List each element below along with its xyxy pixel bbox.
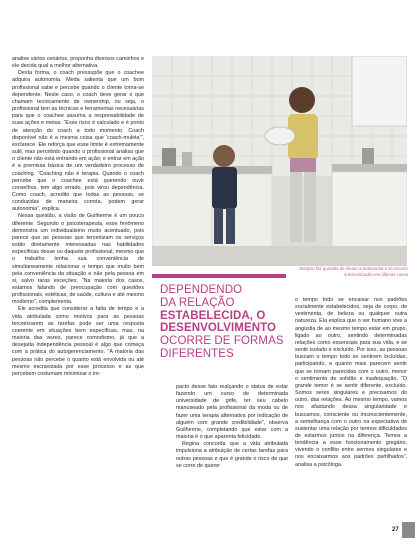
- photo-caption: Sempre faz questão de mexer a autonomia e só recorre à terceirização em últimos casos: [299, 266, 408, 277]
- pull-quote-bar: [152, 274, 286, 278]
- article-column-left: [12, 56, 144, 378]
- article-column-right: [295, 297, 407, 469]
- article-photo: [152, 56, 407, 266]
- article-column-middle: [176, 384, 288, 470]
- pull-quote-line: DIFERENTES: [160, 347, 234, 360]
- paragraph: analise vários cenários, proponha diversos caminhos e ele decida qual a melhor alternativa.: [12, 56, 144, 70]
- paragraph: Nessa questão, a visão de Guilherme é um pouco diferente. Segundo o psicoterapeuta, esse fenômeno demonstra um individualismo muito acentuado, pois parece que as pessoas que terceirizam os serviços estão diretamente interessadas nas habilidades específicas desse ou daquele profissional, mesmo que o trabalho tenha sua conveniência de simultaneamente relacionar o tempo que muito bem pela conveniência da situação e não pela pessoa em si, salvo raras exceções. “Na maioria dos casos, estamos falando de preocupação com questões profissionais, estéticas, de saúde, cultura e até mesmo modismo”, complementa.: [12, 213, 144, 306]
- paragraph: Regina concorda que a vida atribulada impulsiona a atribuição de certas tarefas para outras pessoas e que é grande o risco de que se corre de querer: [176, 441, 288, 469]
- pull-quote: [150, 268, 290, 376]
- pull-quote-line: ESTABELECIDA, O: [160, 309, 266, 322]
- paragraph: Ele acredita que considerar a falta de tempo e a vida atribulada como motivos para as pessoas terceirizarem as tarefas pode ser uma resposta coerente em situações bem específicas, mas, na maioria das vezes, parece comodismo, já que a desejada independência pessoal é algo que começa com a prática do autogerenciamento. “A maioria das pessoas não percebe o quanto está envolvida ou até mesmo escravizada por esse processo e as que percebem costumam minimizar o im-: [12, 306, 144, 377]
- pull-quote-line: OCORRE DE FORMAS: [160, 335, 284, 348]
- pull-quote-line: DESENVOLVIMENTO: [160, 322, 277, 335]
- pull-quote-line: DEPENDENDO: [160, 284, 243, 296]
- page-number: 27: [392, 527, 399, 533]
- pull-quote-line: DA RELAÇÃO: [160, 296, 235, 309]
- paragraph: Desta forma, o coach pressupõe que o coachee adquira autonomia. Meda salienta que um bom profissional sabe e percebe quando o cliente torna-se dependente. Neste caso, o coach deve gerar o que chamam tecnicamente de ownership, ou seja, o profissional tem as técnicas e ferramentas necessárias para que o coachee assuma a responsabilidade de suas ações e metas. “Esse risco é calculado e é ponto de atenção do coach a todo momento. Coach disponível não é a mesma coisa que ‘coach-muleta’”, esclarece. Ele reforça que esse limite é extremamente sutil, mas percebido quando o profissional analisa que o cliente não está entrando em ação; e entrar em ação é a premissa básica de um verdadeiro processo de coaching. “Coaching não é terapia. Quando o coach percebe que o coachee está querendo ouvir conselhos, tem algo errado, pois virou dependência. Como coach, acredito que todas as pessoas, se conduzidas de maneira correta, podem gerar autonomia”, explica.: [12, 70, 144, 213]
- page-edge-tab: [402, 522, 415, 538]
- paragraph: pacto desse fato realçando o status de estar fazendo um curso de determinada universidade de grife, ter seu cabelo manuseado pela profissional da moda ou de fazer uma terapia alternativa por indicação de alguém com grande credibilidade”, observa Guilherme, completando que estar com a maioria é o que aparenta felicidade.: [176, 384, 288, 441]
- paragraph: o tempo todo se encaixar nos padrões socialmente estabelecidos, seja de corpo, de vestimenta, de beleza ou qualquer outra natureza. Ela explica que o ser humano vive a angústia de ao mesmo tempo estar em grupo, ligado ao outro, sentindo determinadas relações como essenciais para sua vida, e se sentir isolado e excluído. Por isso, as pessoas buscam o tempo todo se sentirem incluídas, participando, e quanto mais parecem sentir que se tornam parecidas com o outro, menor o sentimento de solidão e inadequação. “O grande temor é se sentir diferente, excluído. Somos seres singulares e precisamos do outro, das relações. Ao mesmo tempo, vamos nos afastando dessa singularidade e buscamos, consciente ou inconscientemente, a semelhança com o outro na expectativa de sustentar uma relação por termos dificuldades de estarmos juntos na diferença. Temos a tendência a esse funcionamento gregário, vivendo o conflito entre sermos singulares e nos encaixarmos aos padrões partilhados”, analisa a psicóloga.: [295, 297, 407, 468]
- pull-quote-text: [160, 284, 284, 361]
- kitchen-photo-illustration: [152, 56, 407, 266]
